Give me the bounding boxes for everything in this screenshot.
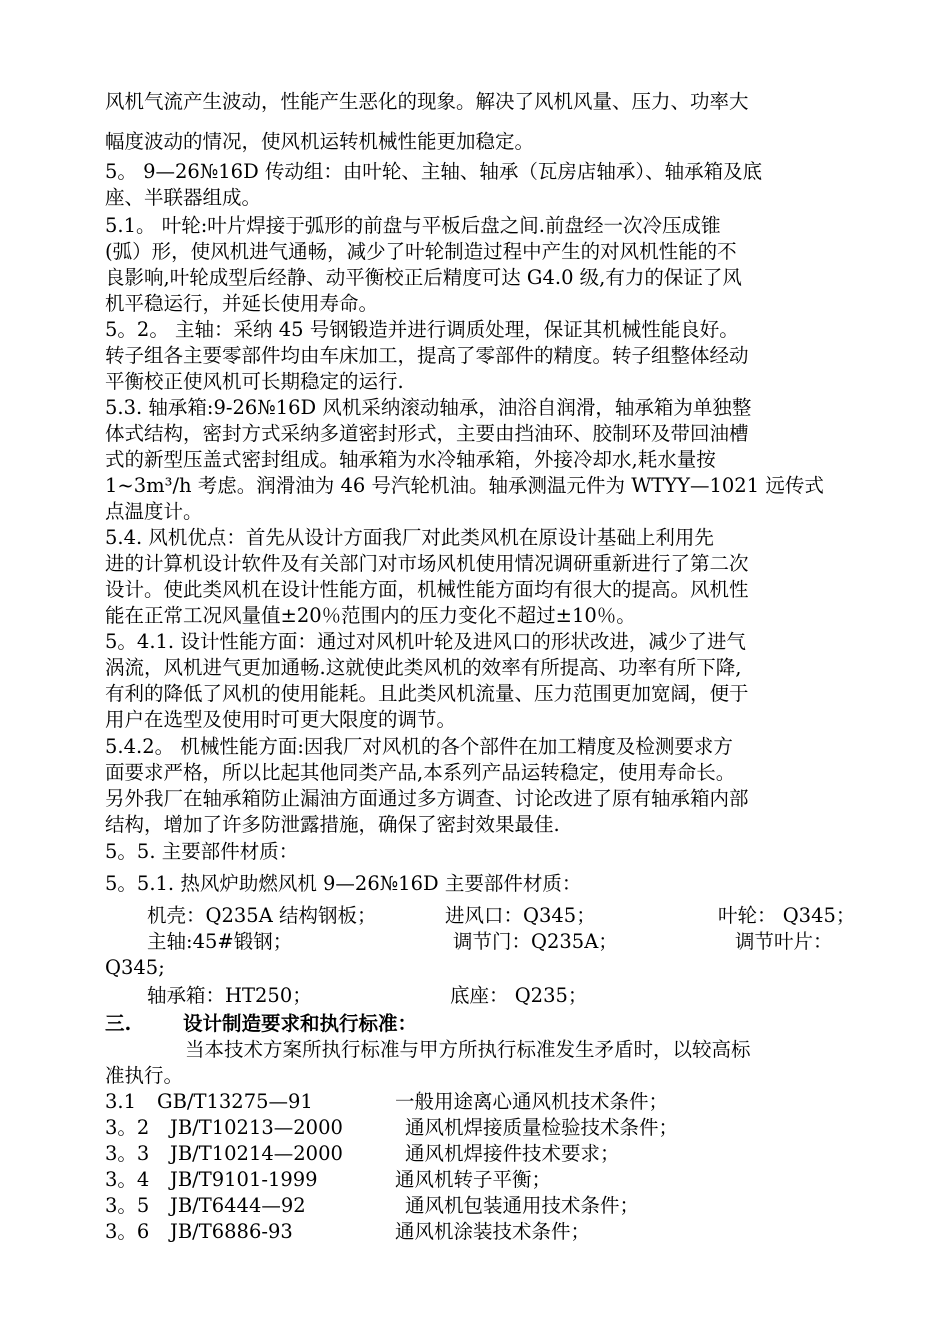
standard-number: 3.1: [105, 1090, 137, 1113]
material-adjust-blade: 调节叶片：: [735, 930, 833, 953]
section-5-4-line: 设计。使此类风机在设计性能方面，机械性能方面均有很大的提高。风机性: [105, 578, 749, 601]
standard-desc: 通风机涂装技术条件；: [395, 1220, 591, 1243]
standard-desc: 通风机转子平衡；: [395, 1168, 552, 1191]
standard-desc: 通风机焊接件技术要求；: [405, 1142, 620, 1165]
section-3-heading: [105, 1012, 850, 1036]
section-5-2-line: 5。2。 主轴：采纳 45 号钢锻造并进行调质处理，保证其机械性能良好。: [105, 318, 739, 341]
section-5-4-1-line: 5。4.1. 设计性能方面：通过对风机叶轮及进风口的形状改进，减少了进气: [105, 630, 746, 653]
standard-number: 3。6: [105, 1220, 150, 1243]
section-5-4-2-line: 另外我厂在轴承箱防止漏油方面通过多方调查、讨论改进了原有轴承箱内部: [105, 787, 749, 810]
section-5-4-line: 5.4. 风机优点：首先从设计方面我厂对此类风机在原设计基础上利用先: [105, 526, 714, 549]
section-5-1-line: (弧）形，使风机进气通畅，减少了叶轮制造过程中产生的对风机性能的不: [105, 240, 737, 263]
section-5-4-1-line: 有利的降低了风机的使用能耗。且此类风机流量、压力范围更加宽阔，便于: [105, 682, 749, 705]
materials-row: [105, 984, 850, 1008]
standard-code: JB/T6886-93: [170, 1220, 293, 1243]
section-5-4-line: 进的计算机设计软件及有关部门对市场风机使用情况调研重新进行了第二次: [105, 552, 749, 575]
standard-code: JB/T10214—2000: [170, 1142, 343, 1165]
materials-row: [105, 904, 856, 928]
materials-row-cont: Q345;: [105, 956, 165, 979]
material-casing: 机壳：Q235A 结构钢板；: [147, 904, 377, 927]
section-3-number: 三.: [105, 1012, 132, 1035]
section-5-line: 5。 9—26№16D 传动组：由叶轮、主轴、轴承（瓦房店轴承）、轴承箱及底: [105, 160, 763, 183]
section-5-1-line: 5.1。 叶轮:叶片焊接于弧形的前盘与平板后盘之间.前盘经一次冷压成锥: [105, 214, 721, 237]
section-5-1-line: 机平稳运行，并延长使用寿命。: [105, 292, 379, 315]
standard-row: [105, 1194, 850, 1218]
standard-row: [105, 1116, 850, 1140]
standard-row: [105, 1142, 850, 1166]
paragraph-line: 风机气流产生波动，性能产生恶化的现象。解决了风机风量、压力、功率大: [105, 90, 749, 113]
section-5-5-line: 5。5. 主要部件材质：: [105, 840, 299, 863]
section-5-4-1-line: 用户在选型及使用时可更大限度的调节。: [105, 708, 457, 731]
material-impeller: 叶轮： Q345；: [718, 904, 856, 927]
standard-code: GB/T13275—91: [157, 1090, 313, 1113]
section-5-4-2-line: 面要求严格，所以比起其他同类产品,本系列产品运转稳定，使用寿命长。: [105, 761, 736, 784]
section-5-1-line: 良影响,叶轮成型后经静、动平衡校正后精度可达 G4.0 级,有力的保证了风: [105, 266, 742, 289]
section-5-5-1-line: 5。5.1. 热风炉助燃风机 9—26№16D 主要部件材质：: [105, 872, 582, 895]
section-5-4-2-line: 5.4.2。 机械性能方面:因我厂对风机的各个部件在加工精度及检测要求方: [105, 735, 733, 758]
standard-number: 3。4: [105, 1168, 150, 1191]
section-5-4-line: 能在正常工况风量值±20％范围内的压力变化不超过±10％。: [105, 604, 636, 627]
standard-desc: 通风机焊接质量检验技术条件；: [405, 1116, 679, 1139]
section-5-4-2-line: 结构，增加了许多防泄露措施，确保了密封效果最佳.: [105, 813, 560, 836]
standard-desc: 通风机包装通用技术条件；: [405, 1194, 640, 1217]
material-inlet: 进风口：Q345；: [445, 904, 596, 927]
section-5-4-1-line: 涡流，风机进气更加通畅.这就使此类风机的效率有所提高、功率有所下降,: [105, 656, 742, 679]
section-3-intro-line: 准执行。: [105, 1064, 184, 1087]
standard-number: 3。3: [105, 1142, 150, 1165]
standard-row: [105, 1220, 850, 1244]
standard-row: [105, 1168, 850, 1192]
standard-code: JB/T6444—92: [170, 1194, 306, 1217]
paragraph-line: 幅度波动的情况，使风机运转机械性能更加稳定。: [105, 130, 535, 153]
standard-code: JB/T9101-1999: [170, 1168, 318, 1191]
section-5-3-line: 1~3m³/h 考虑。润滑油为 46 号汽轮机油。轴承测温元件为 WTYY—1021 远传式: [105, 474, 824, 497]
standard-number: 3。2: [105, 1116, 150, 1139]
section-5-3-line: 体式结构，密封方式采纳多道密封形式，主要由挡油环、胶制环及带回油槽: [105, 422, 749, 445]
section-5-2-line: 转子组各主要零部件均由车床加工，提高了零部件的精度。转子组整体经动: [105, 344, 749, 367]
material-shaft: 主轴:45#锻钢；: [147, 930, 293, 953]
standard-desc: 一般用途离心通风机技术条件；: [395, 1090, 669, 1113]
section-3-title: 设计制造要求和执行标准：: [183, 1012, 418, 1035]
section-3-intro-line: 当本技术方案所执行标准与甲方所执行标准发生矛盾时，以较高标: [185, 1038, 751, 1061]
standard-row: [105, 1090, 850, 1114]
materials-row: [105, 930, 850, 954]
section-5-3-line: 式的新型压盖式密封组成。轴承箱为水冷轴承箱，外接冷却水,耗水量按: [105, 448, 716, 471]
section-5-3-line: 5.3. 轴承箱:9-26№16D 风机采纳滚动轴承，油浴自润滑，轴承箱为单独整: [105, 396, 752, 419]
section-5-2-line: 平衡校正使风机可长期稳定的运行.: [105, 370, 404, 393]
standard-number: 3。5: [105, 1194, 150, 1217]
standard-code: JB/T10213—2000: [170, 1116, 343, 1139]
material-bearing-box: 轴承箱：HT250；: [147, 984, 312, 1007]
section-5-3-line: 点温度计。: [105, 500, 203, 523]
material-damper: 调节门：Q235A；: [453, 930, 618, 953]
material-base: 底座： Q235；: [450, 984, 588, 1007]
section-5-line: 座、半联器组成。: [105, 186, 262, 209]
